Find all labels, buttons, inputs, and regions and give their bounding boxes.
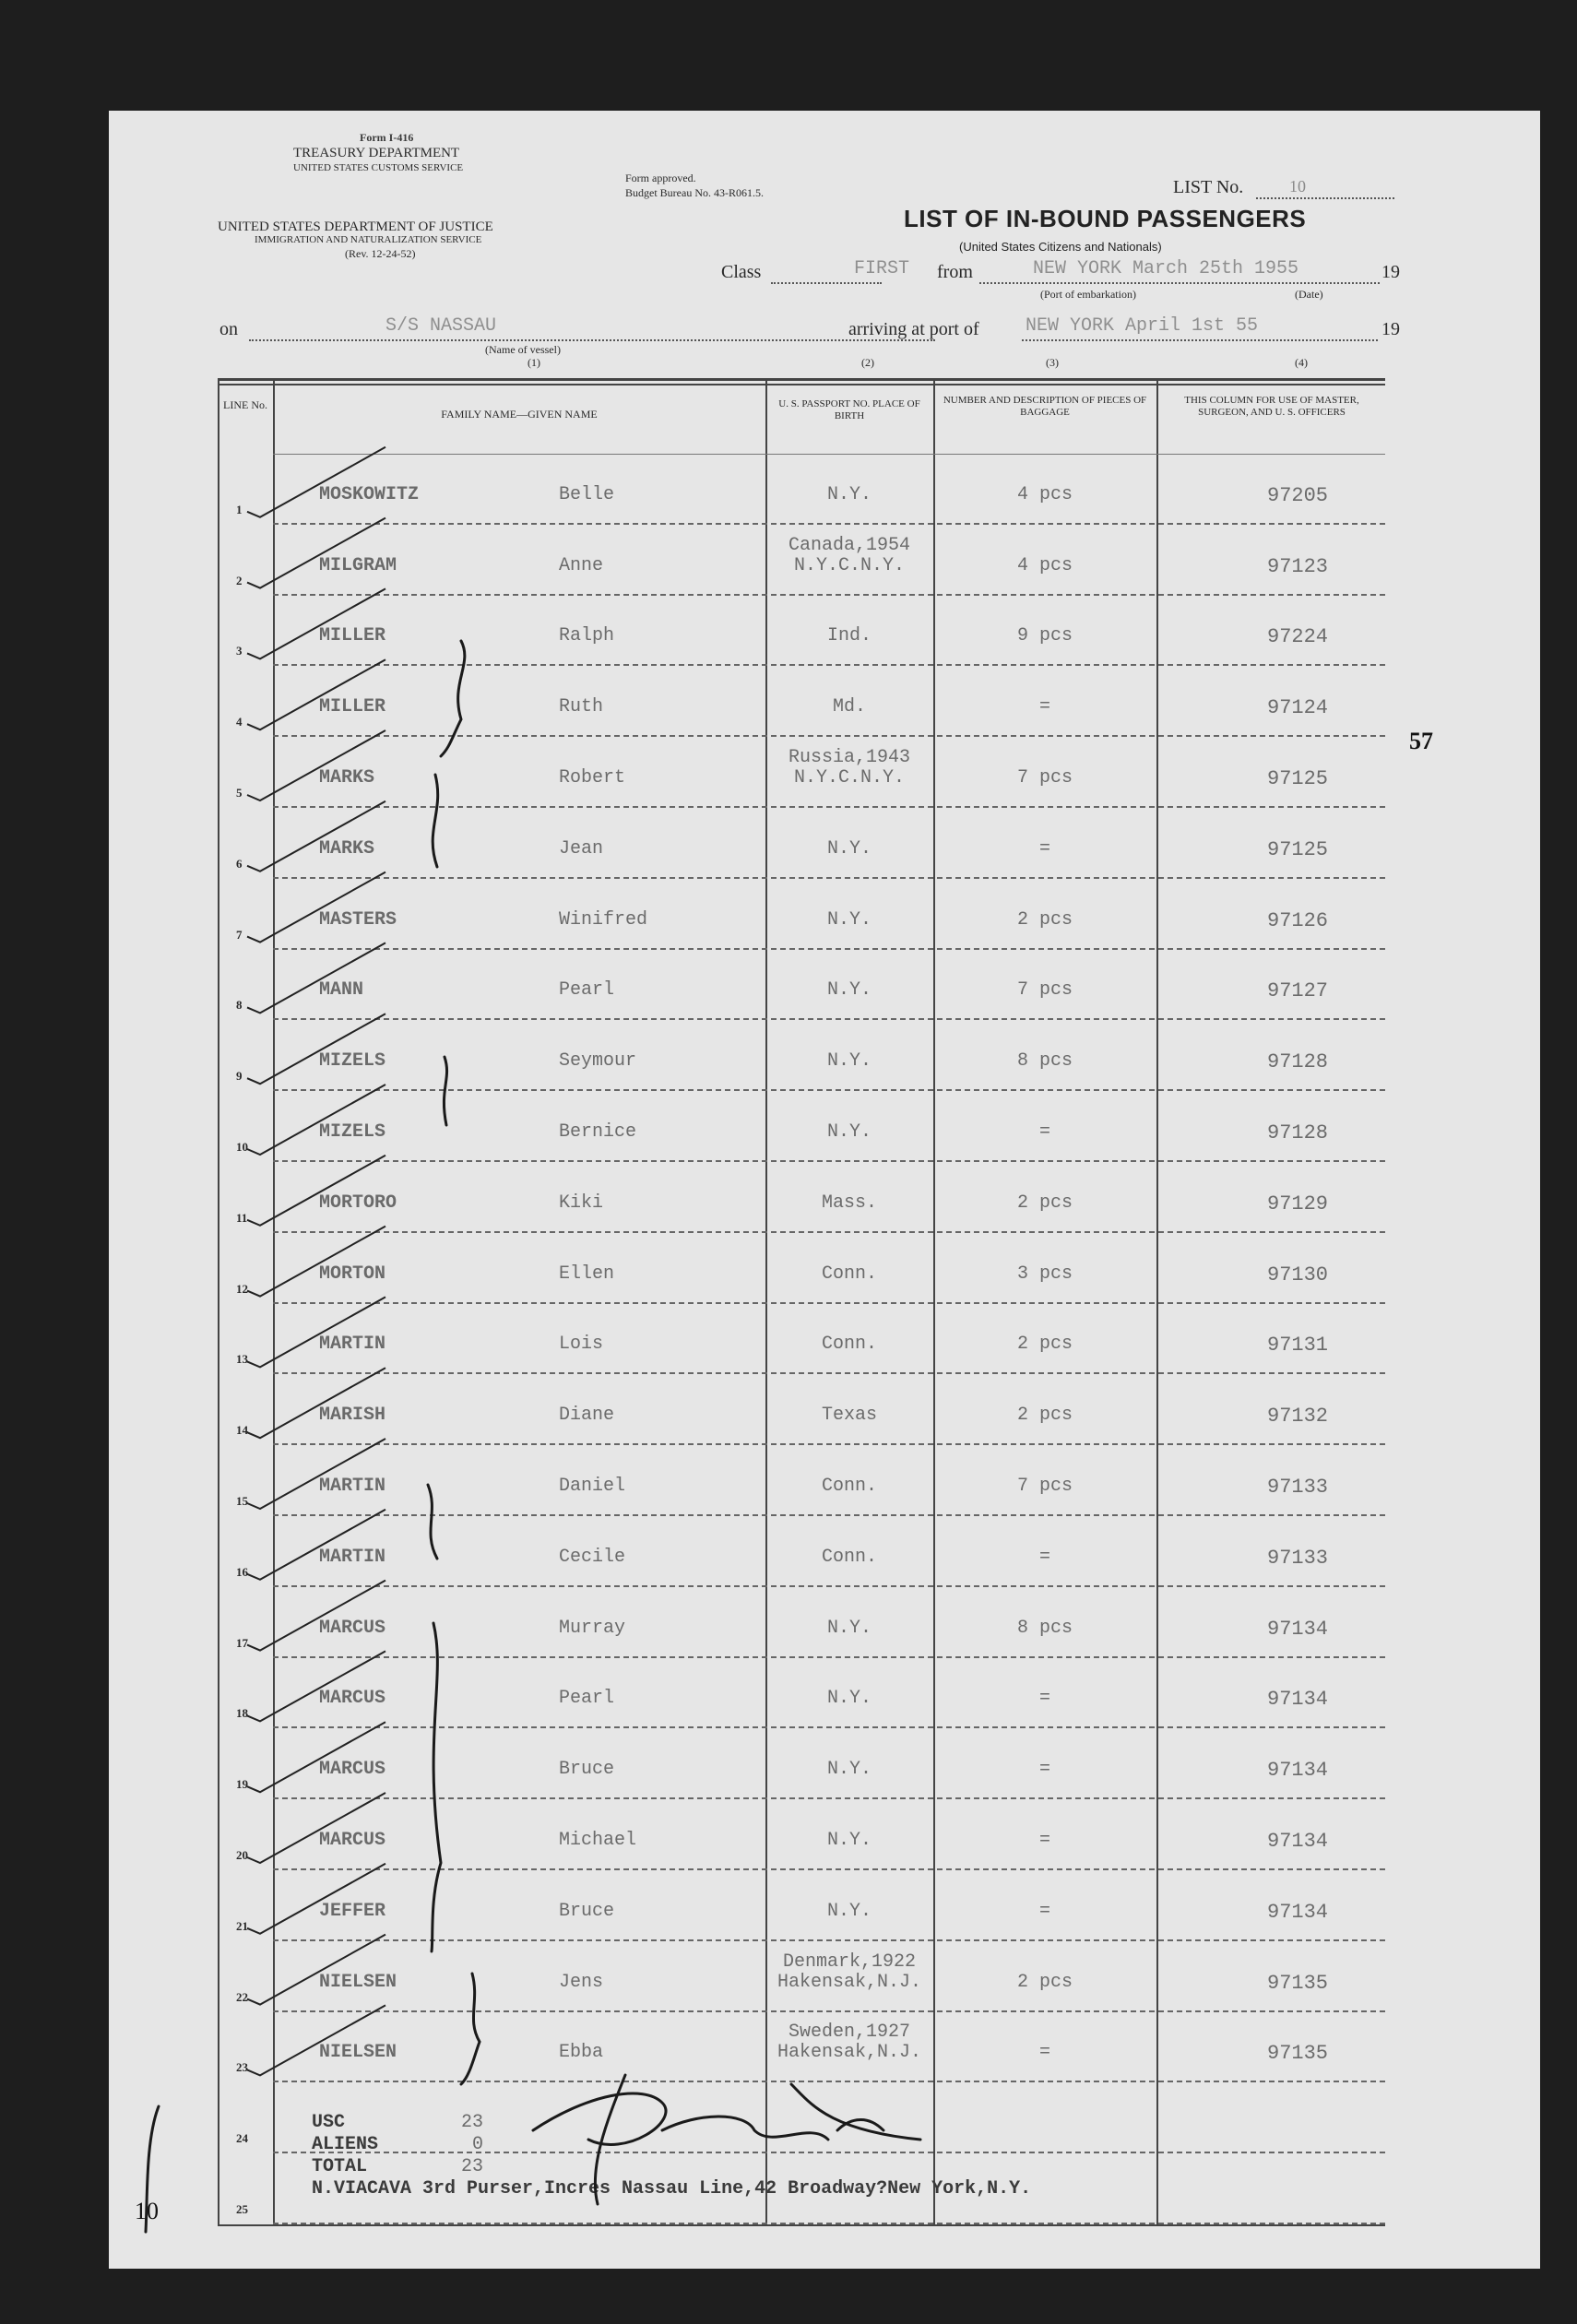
page-subtitle: (United States Citizens and Nationals) xyxy=(959,240,1162,254)
officer-number: 97126 xyxy=(1267,908,1329,932)
col-header-baggage: NUMBER AND DESCRIPTION OF PIECES OF BAGGAGE xyxy=(943,395,1147,418)
place-of-birth: N.Y. xyxy=(826,837,872,860)
baggage-count: = xyxy=(1038,1688,1050,1710)
on-label: on xyxy=(219,319,238,339)
aliens-value: 0 xyxy=(472,2134,484,2155)
place-of-birth: N.Y. xyxy=(826,483,872,505)
customs-service: UNITED STATES CUSTOMS SERVICE xyxy=(293,162,464,173)
line-number: 5 xyxy=(236,785,243,800)
place-of-birth: N.Y. xyxy=(826,908,872,931)
place-of-birth: Denmark,1922 xyxy=(782,1951,917,1973)
list-no-value: 10 xyxy=(1289,177,1306,196)
table-row xyxy=(109,454,1400,525)
family-name: MOSKOWITZ xyxy=(319,483,420,505)
baggage-count: 8 pcs xyxy=(1016,1617,1073,1639)
family-name: MILGRAM xyxy=(319,554,397,576)
table-row xyxy=(109,2012,1400,2083)
given-name: Ebba xyxy=(559,2042,604,2064)
given-name: Murray xyxy=(559,1617,626,1639)
given-name: Lois xyxy=(559,1334,604,1356)
baggage-count: 7 pcs xyxy=(1016,1475,1073,1497)
place-of-birth: Conn. xyxy=(821,1475,877,1497)
baggage-count: 4 pcs xyxy=(1016,554,1073,576)
given-name: Ralph xyxy=(559,625,615,647)
baggage-count: 8 pcs xyxy=(1016,1050,1073,1073)
place-of-birth: Conn. xyxy=(821,1334,877,1356)
place-of-birth-city: Hakensak,N.J. xyxy=(777,2042,922,2064)
given-name: Anne xyxy=(559,554,604,576)
table-row xyxy=(109,1587,1400,1658)
table-row xyxy=(109,1091,1400,1162)
line-number: 8 xyxy=(236,998,243,1013)
place-of-birth: Conn. xyxy=(821,1546,877,1568)
family-name: JEFFER xyxy=(319,1900,386,1922)
ins-service: IMMIGRATION AND NATURALIZATION SERVICE xyxy=(255,234,482,245)
budget-bureau: Budget Bureau No. 43-R061.5. xyxy=(625,186,764,199)
line-number: 15 xyxy=(236,1493,248,1508)
officer-number: 97133 xyxy=(1267,1546,1329,1570)
officer-number: 97128 xyxy=(1267,1120,1329,1144)
line-number: 24 xyxy=(236,2131,248,2146)
place-of-birth-city: N.Y.C.N.Y. xyxy=(793,554,906,576)
year-suffix: 19 xyxy=(1381,262,1400,282)
line-number: 25 xyxy=(236,2201,248,2216)
baggage-count: = xyxy=(1038,1900,1050,1922)
aliens-label: ALIENS xyxy=(312,2134,379,2155)
given-name: Pearl xyxy=(559,979,615,1002)
place-of-birth-city: N.Y.C.N.Y. xyxy=(793,766,906,788)
total-label: TOTAL xyxy=(312,2156,368,2177)
family-name: NIELSEN xyxy=(319,1971,397,1993)
col-number-4: (4) xyxy=(1295,356,1308,369)
place-of-birth: N.Y. xyxy=(826,1900,872,1922)
line-number: 4 xyxy=(236,715,243,729)
officer-number: 97134 xyxy=(1267,1759,1329,1783)
given-name: Michael xyxy=(559,1829,637,1851)
baggage-count: 9 pcs xyxy=(1016,625,1073,647)
line-number: 18 xyxy=(236,1706,248,1721)
family-name: MASTERS xyxy=(319,908,397,931)
line-number: 6 xyxy=(236,856,243,871)
margin-note-bottom-left: 10 xyxy=(135,2198,159,2224)
baggage-count: 4 pcs xyxy=(1016,483,1073,505)
officer-number: 97123 xyxy=(1267,554,1329,578)
line-number: 16 xyxy=(236,1564,248,1579)
form-number: Form I-416 xyxy=(360,131,414,144)
family-name: MIZELS xyxy=(319,1120,386,1143)
family-name: MARTIN xyxy=(319,1475,386,1497)
baggage-count: 2 pcs xyxy=(1016,1405,1073,1427)
place-of-birth: Conn. xyxy=(821,1263,877,1285)
line-number: 12 xyxy=(236,1281,248,1296)
arrival-value: NEW YORK April 1st 55 xyxy=(1026,315,1259,337)
table-row xyxy=(109,525,1400,596)
place-of-birth: N.Y. xyxy=(826,1829,872,1851)
line-number: 14 xyxy=(236,1423,248,1438)
baggage-count: = xyxy=(1038,696,1050,718)
line-number: 22 xyxy=(236,1989,248,2004)
family-name: MARCUS xyxy=(319,1617,386,1639)
vessel-name: S/S NASSAU xyxy=(385,315,497,337)
baggage-count: = xyxy=(1038,2042,1050,2064)
vessel-caption: (Name of vessel) xyxy=(485,343,561,356)
baggage-count: = xyxy=(1038,837,1050,860)
table-row xyxy=(109,1304,1400,1375)
family-name: MARTIN xyxy=(319,1334,386,1356)
line-number: 17 xyxy=(236,1635,248,1650)
family-name: MARCUS xyxy=(319,1829,386,1851)
table-row xyxy=(109,666,1400,737)
col-number-1: (1) xyxy=(528,356,540,369)
baggage-count: 3 pcs xyxy=(1016,1263,1073,1285)
line-number: 11 xyxy=(236,1210,248,1225)
table-row xyxy=(109,808,1400,879)
officer-number: 97134 xyxy=(1267,1688,1329,1712)
baggage-count: 7 pcs xyxy=(1016,766,1073,788)
table-row xyxy=(109,737,1400,808)
officer-number: 97134 xyxy=(1267,1829,1329,1853)
family-name: MARKS xyxy=(319,766,375,788)
margin-note-right: 57 xyxy=(1409,728,1433,754)
baggage-count: = xyxy=(1038,1120,1050,1143)
purser-line: N.VIACAVA 3rd Purser,Incres Nassau Line,42 Broadway?New York,N.Y. xyxy=(312,2178,1032,2200)
officer-number: 97130 xyxy=(1267,1263,1329,1286)
family-name: MARCUS xyxy=(319,1759,386,1781)
table-row xyxy=(109,2082,1400,2153)
col-header-line: LINE No. xyxy=(223,398,267,411)
list-no-label: LIST No. xyxy=(1173,177,1244,197)
port-embarkation-caption: (Port of embarkation) xyxy=(1040,288,1136,301)
officer-number: 97205 xyxy=(1267,483,1329,507)
officer-number: 97124 xyxy=(1267,696,1329,720)
form-approved: Form approved. xyxy=(625,172,696,184)
table-row xyxy=(109,1445,1400,1516)
col-header-name: FAMILY NAME—GIVEN NAME xyxy=(441,408,598,421)
given-name: Seymour xyxy=(559,1050,637,1073)
family-name: MIZELS xyxy=(319,1050,386,1073)
baggage-count: 2 pcs xyxy=(1016,1971,1073,1993)
place-of-birth: Canada,1954 xyxy=(788,534,911,556)
place-of-birth: Ind. xyxy=(826,625,872,647)
line-number: 13 xyxy=(236,1352,248,1367)
table-row xyxy=(109,1658,1400,1729)
usc-value: 23 xyxy=(461,2112,484,2133)
officer-number: 97125 xyxy=(1267,837,1329,861)
col-header-officers: THIS COLUMN FOR USE OF MASTER, SURGEON, AND U. S. OFFICERS xyxy=(1184,395,1359,418)
arriving-label: arriving at port of xyxy=(848,319,979,339)
given-name: Bernice xyxy=(559,1120,637,1143)
line-number: 10 xyxy=(236,1139,248,1154)
place-of-birth: N.Y. xyxy=(826,1050,872,1073)
table-row xyxy=(109,596,1400,667)
officer-number: 97131 xyxy=(1267,1334,1329,1358)
place-of-birth: Md. xyxy=(832,696,866,718)
place-of-birth: Sweden,1927 xyxy=(788,2022,911,2044)
place-of-birth: Mass. xyxy=(821,1192,877,1214)
officer-number: 97133 xyxy=(1267,1475,1329,1499)
given-name: Winifred xyxy=(559,908,648,931)
family-name: MORTORO xyxy=(319,1192,397,1214)
given-name: Ellen xyxy=(559,1263,615,1285)
justice-department: UNITED STATES DEPARTMENT OF JUSTICE xyxy=(218,219,493,234)
table-row xyxy=(109,1941,1400,2012)
line-number: 23 xyxy=(236,2060,248,2075)
table-row xyxy=(109,1799,1400,1870)
treasury-department: TREASURY DEPARTMENT xyxy=(293,146,460,160)
line-number: 20 xyxy=(236,1847,248,1862)
col-number-2: (2) xyxy=(861,356,874,369)
total-value: 23 xyxy=(461,2156,484,2177)
family-name: MARISH xyxy=(319,1405,386,1427)
place-of-birth-city: Hakensak,N.J. xyxy=(777,1971,922,1993)
line-number: 1 xyxy=(236,502,243,516)
date-caption: (Date) xyxy=(1295,288,1323,301)
family-name: MILLER xyxy=(319,696,386,718)
table-row xyxy=(109,879,1400,950)
family-name: MANN xyxy=(319,979,364,1002)
class-label: Class xyxy=(721,262,762,282)
table-row xyxy=(109,1374,1400,1445)
place-of-birth: Russia,1943 xyxy=(788,746,911,768)
family-name: MARCUS xyxy=(319,1688,386,1710)
baggage-count: 7 pcs xyxy=(1016,979,1073,1002)
given-name: Cecile xyxy=(559,1546,626,1568)
given-name: Jean xyxy=(559,837,604,860)
line-number: 21 xyxy=(236,1918,248,1933)
col-number-3: (3) xyxy=(1046,356,1059,369)
place-of-birth: N.Y. xyxy=(826,1617,872,1639)
line-number: 3 xyxy=(236,644,243,658)
family-name: MILLER xyxy=(319,625,386,647)
family-name: MARKS xyxy=(319,837,375,860)
line-number: 19 xyxy=(236,1777,248,1792)
given-name: Bruce xyxy=(559,1900,615,1922)
table-row xyxy=(109,1728,1400,1799)
line-number: 7 xyxy=(236,927,243,942)
embarkation-value: NEW YORK March 25th 1955 xyxy=(1033,258,1299,279)
place-of-birth: Texas xyxy=(821,1405,877,1427)
officer-number: 97125 xyxy=(1267,766,1329,790)
family-name: MARTIN xyxy=(319,1546,386,1568)
col-header-passport: U. S. PASSPORT NO. PLACE OF BIRTH xyxy=(778,398,920,421)
officer-number: 97129 xyxy=(1267,1192,1329,1215)
baggage-count: = xyxy=(1038,1829,1050,1851)
baggage-count: = xyxy=(1038,1546,1050,1568)
table-row xyxy=(109,1516,1400,1587)
manifest-page xyxy=(109,111,1540,2269)
baggage-count: 2 pcs xyxy=(1016,908,1073,931)
table-row xyxy=(109,1020,1400,1091)
table-row xyxy=(109,950,1400,1021)
arrive-year-suffix: 19 xyxy=(1381,319,1400,339)
page-title: LIST OF IN-BOUND PASSENGERS xyxy=(904,205,1307,232)
given-name: Belle xyxy=(559,483,615,505)
officer-number: 97134 xyxy=(1267,1617,1329,1641)
officer-number: 97132 xyxy=(1267,1405,1329,1429)
given-name: Pearl xyxy=(559,1688,615,1710)
family-name: MORTON xyxy=(319,1263,386,1285)
given-name: Ruth xyxy=(559,696,604,718)
officer-number: 97224 xyxy=(1267,625,1329,649)
from-label: from xyxy=(937,262,973,282)
baggage-count: 2 pcs xyxy=(1016,1192,1073,1214)
table-row xyxy=(109,1233,1400,1304)
given-name: Daniel xyxy=(559,1475,626,1497)
place-of-birth: N.Y. xyxy=(826,1120,872,1143)
officer-number: 97135 xyxy=(1267,2042,1329,2066)
family-name: NIELSEN xyxy=(319,2042,397,2064)
table-row xyxy=(109,1162,1400,1233)
revision-date: (Rev. 12-24-52) xyxy=(345,247,416,260)
usc-label: USC xyxy=(312,2112,346,2133)
officer-number: 97135 xyxy=(1267,1971,1329,1995)
officer-number: 97128 xyxy=(1267,1050,1329,1074)
given-name: Diane xyxy=(559,1405,615,1427)
baggage-count: = xyxy=(1038,1759,1050,1781)
given-name: Robert xyxy=(559,766,626,788)
place-of-birth: N.Y. xyxy=(826,1688,872,1710)
given-name: Kiki xyxy=(559,1192,604,1214)
class-value: FIRST xyxy=(854,258,910,279)
given-name: Bruce xyxy=(559,1759,615,1781)
officer-number: 97134 xyxy=(1267,1900,1329,1924)
line-number: 9 xyxy=(236,1069,243,1084)
place-of-birth: N.Y. xyxy=(826,979,872,1002)
place-of-birth: N.Y. xyxy=(826,1759,872,1781)
officer-number: 97127 xyxy=(1267,979,1329,1003)
given-name: Jens xyxy=(559,1971,604,1993)
table-row xyxy=(109,1870,1400,1941)
baggage-count: 2 pcs xyxy=(1016,1334,1073,1356)
line-number: 2 xyxy=(236,573,243,587)
